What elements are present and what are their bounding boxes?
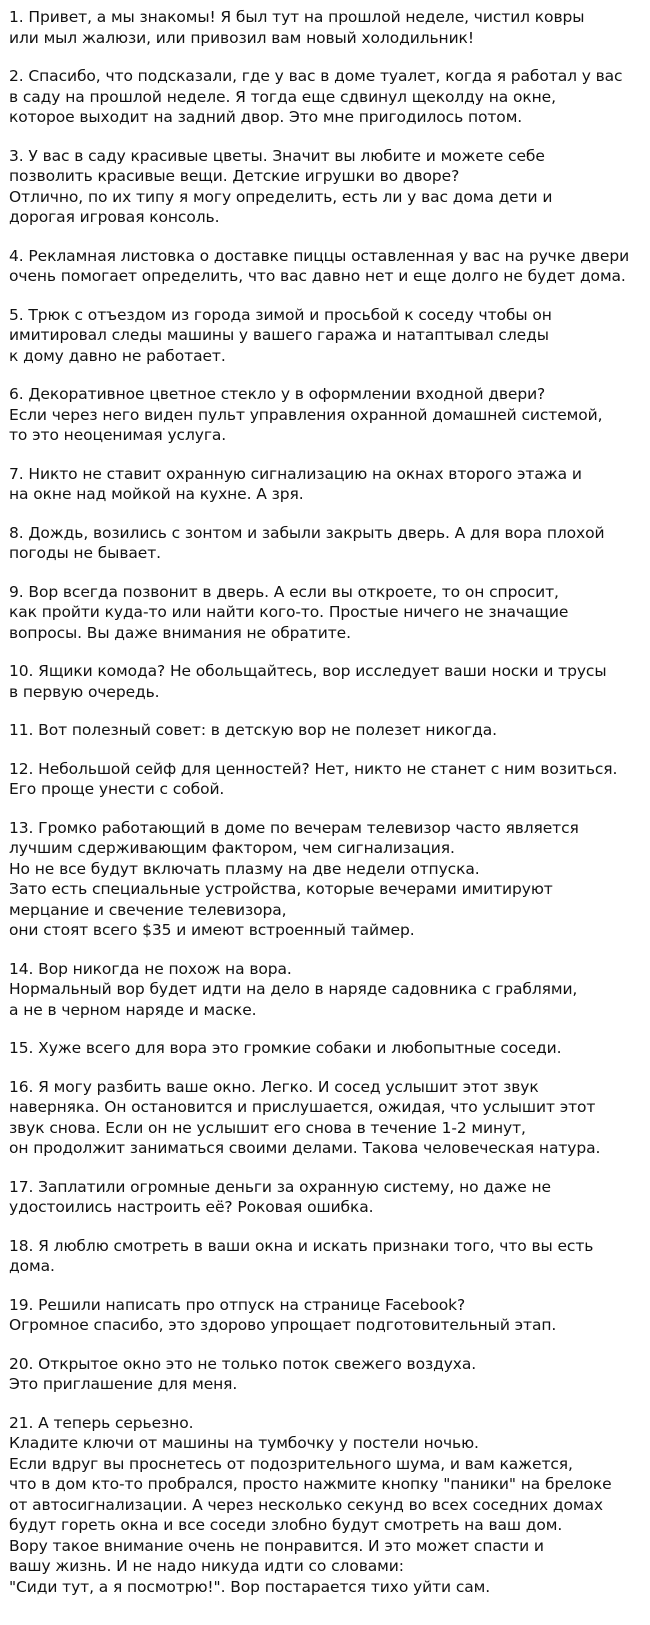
text-line: Но не все будут включать плазму на две недели отпуска. — [9, 859, 480, 878]
text-line: Вору такое внимание очень не понравится. И это может спасти и — [9, 1536, 544, 1555]
tip-paragraph — [9, 523, 645, 564]
text-line: или мыл жалюзи, или привозил вам новый холодильник! — [9, 28, 474, 47]
text-line: а не в черном наряде и маске. — [9, 1000, 257, 1019]
text-line: позволить красивые вещи. Детские игрушки во дворе? — [9, 167, 460, 185]
text-line: погоды не бывает. — [9, 544, 161, 562]
text-line: Это приглашение для меня. — [9, 1375, 238, 1393]
text-line: Отлично, по их типу я могу определить, есть ли у вас дома дети и — [9, 187, 553, 206]
text-line: 2. Спасибо, что подсказали, где у вас в доме туалет, когда я работал у вас — [9, 67, 623, 85]
tip-paragraph — [9, 464, 645, 505]
text-line: звук снова. Если он не услышит его снова в течение 1-2 минут, — [9, 1118, 526, 1137]
text-line: 10. Ящики комода? Не обольщайтесь, вор исследует ваши носки и трусы — [9, 662, 607, 680]
text-line: лучшим сдерживающим фактором, чем сигнализация. — [9, 839, 455, 857]
text-line: 15. Хуже всего для вора это громкие собаки и любопытные соседи. — [9, 1039, 562, 1057]
tip-paragraph — [9, 1177, 645, 1218]
text-line: 4. Рекламная листовка о доставке пиццы оставленная у вас на ручке двери — [9, 246, 630, 265]
text-line: то это неоценимая услуга. — [9, 426, 227, 444]
text-line: "Сиди тут, а я посмотрю!". Вор постарается тихо уйти сам. — [9, 1577, 491, 1596]
text-line: дорогая игровая консоль. — [9, 208, 220, 226]
text-line: 1. Привет, а мы знакомы! Я был тут на прошлой неделе, чистил ковры — [9, 8, 585, 26]
tip-paragraph — [9, 1354, 645, 1395]
text-line: 21. А теперь серьезно. — [9, 1413, 194, 1432]
text-line: Его проще унести с собой. — [9, 780, 225, 798]
tip-paragraph — [9, 661, 645, 702]
text-line: как пройти куда-то или найти кого-то. Простые ничего не значащие — [9, 603, 569, 621]
text-line: очень помогает определить, что вас давно нет и еще долго не будет дома. — [9, 267, 626, 285]
text-line: 5. Трюк с отъездом из города зимой и просьбой к соседу чтобы он — [9, 305, 552, 324]
text-line: Нормальный вор будет идти на дело в наряде садовника с граблями, — [9, 980, 578, 998]
tip-paragraph — [9, 146, 645, 228]
tip-paragraph — [9, 1236, 645, 1277]
text-line: 13. Громко работающий в доме по вечерам телевизор часто является — [9, 818, 579, 837]
text-line: 3. У вас в саду красивые цветы. Значит вы любите и можете себе — [9, 146, 545, 165]
text-line: они стоят всего $35 и имеют встроенный таймер. — [9, 921, 415, 939]
text-line: дома. — [9, 1257, 55, 1275]
tip-paragraph — [9, 384, 645, 446]
text-line: Если вдруг вы проснетесь от подозрительного шума, и вам кажется, — [9, 1454, 573, 1473]
text-line: имитировал следы машины у вашего гаража и натаптывал следы — [9, 326, 549, 344]
text-line: вашу жизнь. И не надо никуда идти со словами: — [9, 1557, 404, 1575]
text-line: 14. Вор никогда не похож на вора. — [9, 959, 292, 978]
tip-paragraph — [9, 1295, 645, 1336]
text-line: мерцание и свечение телевизора, — [9, 900, 287, 919]
text-line: что в дом кто-то пробрался, просто нажмите кнопку "паники" на брелоке — [9, 1475, 612, 1493]
tip-paragraph — [9, 720, 645, 741]
text-line: 11. Вот полезный совет: в детскую вор не полезет никогда. — [9, 721, 497, 739]
text-line: 8. Дождь, возились с зонтом и забыли закрыть дверь. А для вора плохой — [9, 523, 605, 542]
text-line: удостоились настроить её? Роковая ошибка. — [9, 1198, 374, 1216]
text-line: к дому давно не работает. — [9, 346, 226, 365]
tip-paragraph — [9, 305, 645, 367]
text-line: 6. Декоративное цветное стекло у в оформлении входной двери? — [9, 385, 546, 403]
text-line: которое выходит на задний двор. Это мне пригодилось потом. — [9, 108, 523, 126]
tip-paragraph — [9, 246, 645, 287]
text-line: 17. Заплатили огромные деньги за охранную систему, но даже не — [9, 1177, 551, 1196]
tip-paragraph — [9, 582, 645, 644]
text-line: 7. Никто не ставит охранную сигнализацию на окнах второго этажа и — [9, 464, 582, 483]
text-line: вопросы. Вы даже внимания не обратите. — [9, 623, 351, 642]
tip-paragraph — [9, 759, 645, 800]
tip-paragraph — [9, 959, 645, 1021]
text-line: 20. Открытое окно это не только поток свежего воздуха. — [9, 1354, 477, 1373]
tip-paragraph — [9, 1038, 645, 1059]
article-text — [9, 7, 645, 1615]
text-line: 9. Вор всегда позвонит в дверь. А если вы откроете, то он спросит, — [9, 582, 559, 601]
text-line: 16. Я могу разбить ваше окно. Легко. И сосед услышит этот звук — [9, 1077, 539, 1096]
tip-paragraph — [9, 1413, 645, 1598]
text-line: Если через него виден пульт управления охранной домашней системой, — [9, 405, 603, 424]
tip-paragraph — [9, 7, 645, 48]
text-line: Зато есть специальные устройства, которые вечерами имитируют — [9, 880, 553, 898]
text-line: Кладите ключи от машины на тумбочку у постели ночью. — [9, 1434, 479, 1452]
text-line: в саду на прошлой неделе. Я тогда еще сдвинул щеколду на окне, — [9, 87, 556, 106]
text-line: 18. Я люблю смотреть в ваши окна и искать признаки того, что вы есть — [9, 1236, 594, 1255]
text-line: будут гореть окна и все соседи злобно будут смотреть на ваш дом. — [9, 1516, 563, 1534]
tip-paragraph — [9, 818, 645, 941]
text-line: в первую очередь. — [9, 682, 160, 701]
text-line: Огромное спасибо, это здорово упрощает подготовительный этап. — [9, 1316, 557, 1334]
text-line: наверняка. Он остановится и прислушается, ожидая, что услышит этот — [9, 1098, 596, 1116]
text-line: он продолжит заниматься своими делами. Такова человеческая натура. — [9, 1139, 601, 1157]
text-line: на окне над мойкой на кухне. А зря. — [9, 485, 304, 503]
tip-paragraph — [9, 1077, 645, 1159]
tip-paragraph — [9, 66, 645, 128]
text-line: 19. Решили написать про отпуск на странице Facebook? — [9, 1295, 466, 1314]
text-line: от автосигнализации. А через несколько секунд во всех соседних домах — [9, 1495, 603, 1514]
text-line: 12. Небольшой сейф для ценностей? Нет, никто не станет с ним возиться. — [9, 759, 618, 778]
